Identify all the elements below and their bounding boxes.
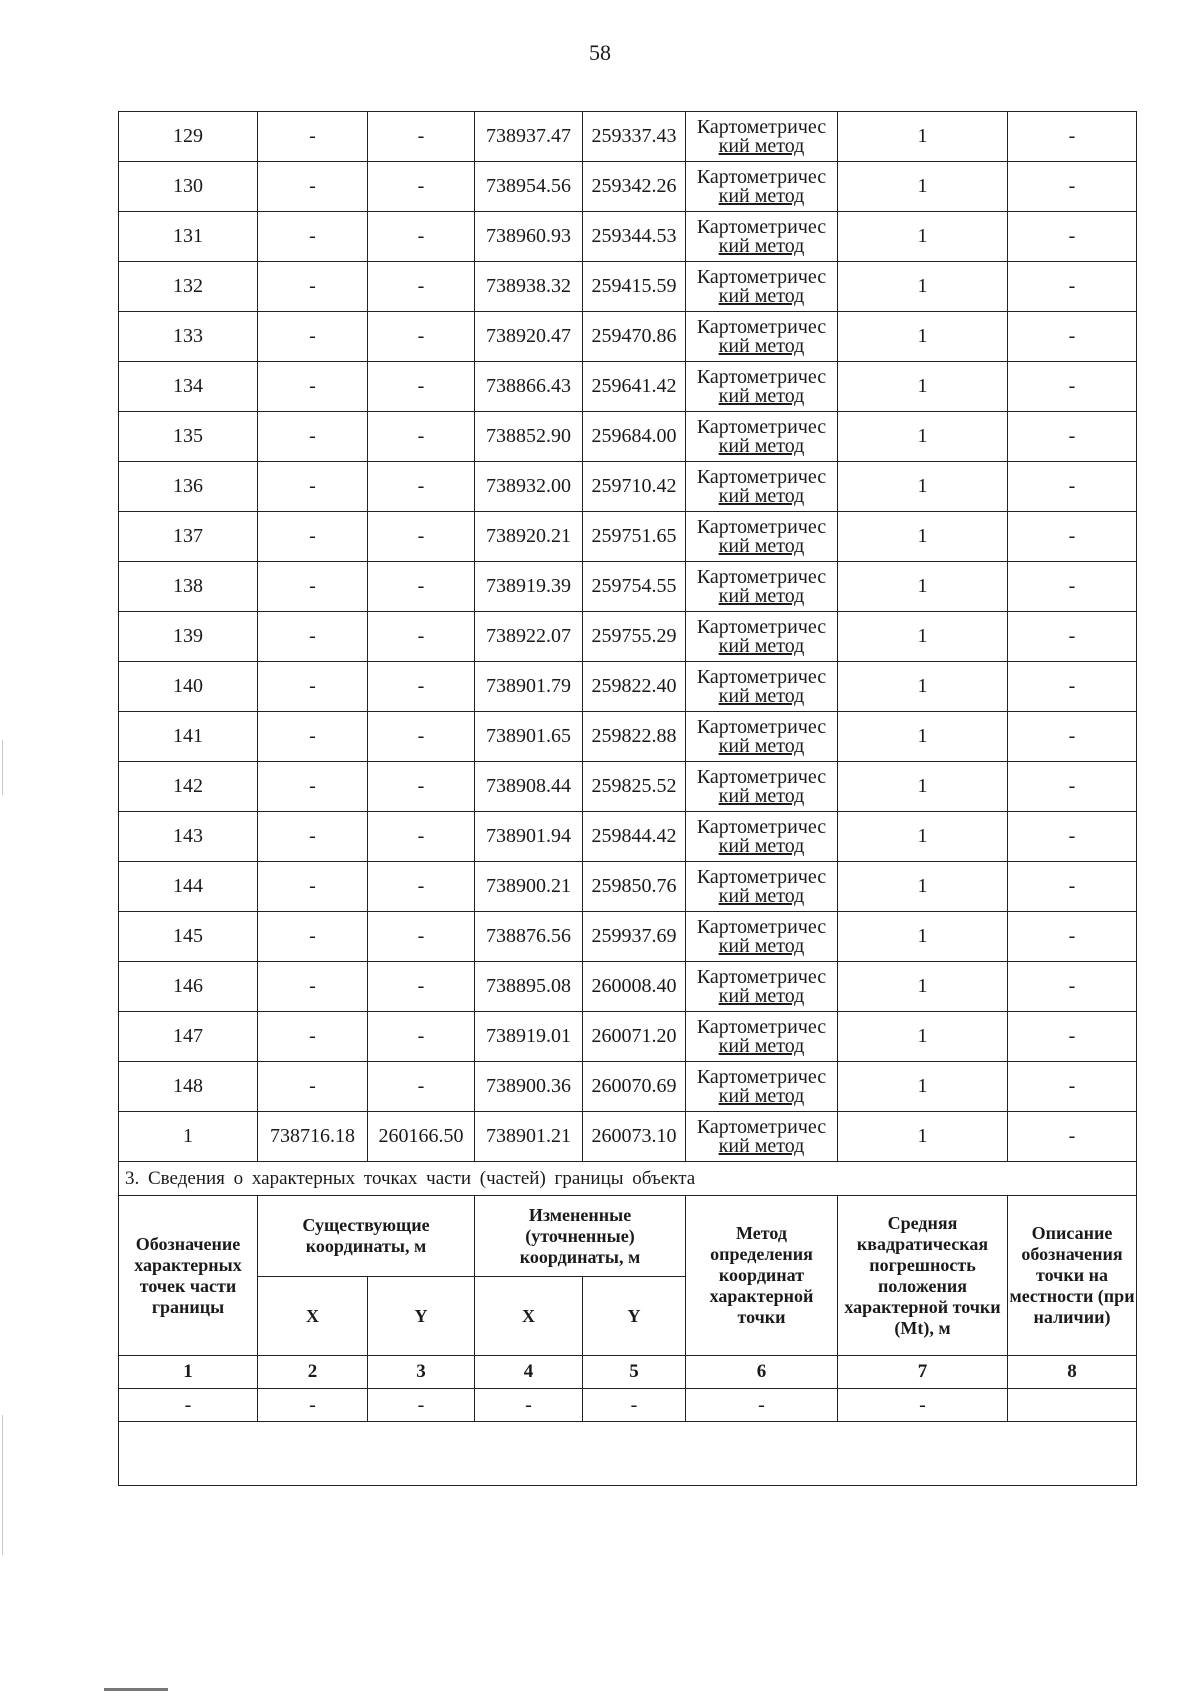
point-number-cell: 141	[119, 712, 258, 762]
existing-x-cell: -	[258, 612, 368, 662]
method-line-1: Картометричес	[696, 715, 827, 738]
changed-x-cell: 738901.21	[475, 1112, 583, 1162]
method-line-1: Картометричес	[696, 1065, 827, 1088]
method-line-2: кий метод	[718, 834, 805, 857]
existing-x-cell: -	[258, 112, 368, 162]
point-number-cell: 142	[119, 762, 258, 812]
point-number-cell: 132	[119, 262, 258, 312]
method-line-2: кий метод	[718, 634, 805, 657]
accuracy-cell: 1	[838, 1012, 1008, 1062]
column-number: 8	[1008, 1356, 1137, 1389]
method-line-1: Картометричес	[696, 365, 827, 388]
method-line-2: кий метод	[718, 584, 805, 607]
section-3-cell: -	[119, 1389, 258, 1422]
header-existing-y: Y	[368, 1277, 475, 1356]
existing-x-cell: -	[258, 312, 368, 362]
method-cell	[686, 562, 838, 612]
table-row	[119, 112, 1137, 162]
existing-y-cell: -	[368, 862, 475, 912]
existing-x-cell: -	[258, 962, 368, 1012]
description-cell: -	[1008, 512, 1137, 562]
existing-y-cell: -	[368, 212, 475, 262]
table-row	[119, 512, 1137, 562]
scan-margin-line	[2, 1415, 3, 1555]
changed-x-cell: 738876.56	[475, 912, 583, 962]
description-cell: -	[1008, 1062, 1137, 1112]
changed-y-cell: 260070.69	[583, 1062, 686, 1112]
method-line-2: кий метод	[718, 1134, 805, 1157]
changed-x-cell: 738937.47	[475, 112, 583, 162]
description-cell: -	[1008, 462, 1137, 512]
existing-x-cell: 738716.18	[258, 1112, 368, 1162]
changed-x-cell: 738960.93	[475, 212, 583, 262]
table-row	[119, 1112, 1137, 1162]
accuracy-cell: 1	[838, 312, 1008, 362]
method-cell	[686, 162, 838, 212]
table-row	[119, 212, 1137, 262]
method-cell	[686, 962, 838, 1012]
point-number-cell: 138	[119, 562, 258, 612]
header-existing-x: X	[258, 1277, 368, 1356]
method-line-2: кий метод	[718, 684, 805, 707]
accuracy-cell: 1	[838, 1062, 1008, 1112]
existing-x-cell: -	[258, 762, 368, 812]
column-numbers-row	[119, 1356, 1137, 1389]
page-number: 58	[589, 40, 611, 65]
changed-x-cell: 738908.44	[475, 762, 583, 812]
table-row	[119, 412, 1137, 462]
header-existing-coordinates: Существующие координаты, м	[258, 1196, 475, 1277]
existing-x-cell: -	[258, 362, 368, 412]
accuracy-cell: 1	[838, 862, 1008, 912]
changed-x-cell: 738866.43	[475, 362, 583, 412]
changed-x-cell: 738938.32	[475, 262, 583, 312]
table-row	[119, 612, 1137, 662]
changed-y-cell: 260071.20	[583, 1012, 686, 1062]
table-row	[119, 962, 1137, 1012]
method-cell	[686, 662, 838, 712]
existing-y-cell: -	[368, 662, 475, 712]
accuracy-cell: 1	[838, 212, 1008, 262]
section-3-cell: -	[258, 1389, 368, 1422]
point-number-cell: 146	[119, 962, 258, 1012]
existing-x-cell: -	[258, 662, 368, 712]
existing-x-cell: -	[258, 862, 368, 912]
table-row	[119, 812, 1137, 862]
method-line-1: Картометричес	[696, 665, 827, 688]
existing-x-cell: -	[258, 1062, 368, 1112]
method-cell	[686, 712, 838, 762]
changed-y-cell: 259470.86	[583, 312, 686, 362]
existing-x-cell: -	[258, 812, 368, 862]
column-number: 6	[686, 1356, 838, 1389]
column-number: 3	[368, 1356, 475, 1389]
description-cell: -	[1008, 1112, 1137, 1162]
section-3-title: 3. Сведения о характерных точках части (частей) границы объекта	[119, 1162, 1137, 1196]
changed-x-cell: 738919.39	[475, 562, 583, 612]
method-line-2: кий метод	[718, 1084, 805, 1107]
changed-y-cell: 259825.52	[583, 762, 686, 812]
method-line-1: Картометричес	[696, 765, 827, 788]
changed-y-cell: 259684.00	[583, 412, 686, 462]
description-cell: -	[1008, 662, 1137, 712]
changed-y-cell: 259937.69	[583, 912, 686, 962]
existing-y-cell: -	[368, 1062, 475, 1112]
method-line-2: кий метод	[718, 184, 805, 207]
existing-y-cell: -	[368, 712, 475, 762]
changed-y-cell: 259850.76	[583, 862, 686, 912]
accuracy-cell: 1	[838, 912, 1008, 962]
accuracy-cell: 1	[838, 512, 1008, 562]
table-row	[119, 1012, 1137, 1062]
method-line-1: Картометричес	[696, 1115, 827, 1138]
point-number-cell: 148	[119, 1062, 258, 1112]
description-cell: -	[1008, 162, 1137, 212]
table-row	[119, 562, 1137, 612]
existing-x-cell: -	[258, 562, 368, 612]
accuracy-cell: 1	[838, 962, 1008, 1012]
point-number-cell: 139	[119, 612, 258, 662]
changed-y-cell: 259751.65	[583, 512, 686, 562]
existing-x-cell: -	[258, 712, 368, 762]
description-cell: -	[1008, 762, 1137, 812]
changed-y-cell: 259822.88	[583, 712, 686, 762]
method-cell	[686, 212, 838, 262]
accuracy-cell: 1	[838, 712, 1008, 762]
accuracy-cell: 1	[838, 112, 1008, 162]
table-row	[119, 312, 1137, 362]
changed-y-cell: 259415.59	[583, 262, 686, 312]
method-line-1: Картометричес	[696, 515, 827, 538]
table-row	[119, 1062, 1137, 1112]
table-row	[119, 362, 1137, 412]
method-line-2: кий метод	[718, 134, 805, 157]
changed-y-cell: 259337.43	[583, 112, 686, 162]
section-3-cell: -	[368, 1389, 475, 1422]
changed-x-cell: 738901.79	[475, 662, 583, 712]
description-cell: -	[1008, 712, 1137, 762]
section-3-cell: -	[475, 1389, 583, 1422]
coordinates-rows	[119, 112, 1137, 1162]
changed-x-cell: 738900.36	[475, 1062, 583, 1112]
changed-y-cell: 260008.40	[583, 962, 686, 1012]
point-number-cell: 145	[119, 912, 258, 962]
method-cell	[686, 262, 838, 312]
existing-x-cell: -	[258, 162, 368, 212]
changed-x-cell: 738922.07	[475, 612, 583, 662]
existing-x-cell: -	[258, 412, 368, 462]
method-cell	[686, 1062, 838, 1112]
point-number-cell: 1	[119, 1112, 258, 1162]
method-line-2: кий метод	[718, 984, 805, 1007]
description-cell: -	[1008, 562, 1137, 612]
existing-y-cell: -	[368, 162, 475, 212]
point-number-cell: 131	[119, 212, 258, 262]
section-3-cell	[1008, 1389, 1137, 1422]
method-line-2: кий метод	[718, 234, 805, 257]
existing-x-cell: -	[258, 1012, 368, 1062]
changed-y-cell: 259710.42	[583, 462, 686, 512]
section-3-cell: -	[583, 1389, 686, 1422]
method-line-1: Картометричес	[696, 265, 827, 288]
description-cell: -	[1008, 962, 1137, 1012]
section-3-empty-row	[119, 1389, 1137, 1422]
method-line-1: Картометричес	[696, 165, 827, 188]
changed-x-cell: 738920.47	[475, 312, 583, 362]
header-accuracy: Средняя квадратическая погрешность положения характерной точки (Mt), м	[838, 1196, 1008, 1356]
changed-y-cell: 259641.42	[583, 362, 686, 412]
scan-margin-line	[2, 740, 3, 795]
existing-y-cell: -	[368, 112, 475, 162]
existing-y-cell: -	[368, 1012, 475, 1062]
point-number-cell: 135	[119, 412, 258, 462]
column-number: 2	[258, 1356, 368, 1389]
changed-x-cell: 738901.65	[475, 712, 583, 762]
point-number-cell: 133	[119, 312, 258, 362]
header-changed-y: Y	[583, 1277, 686, 1356]
point-number-cell: 143	[119, 812, 258, 862]
accuracy-cell: 1	[838, 162, 1008, 212]
method-line-2: кий метод	[718, 934, 805, 957]
existing-y-cell: -	[368, 462, 475, 512]
existing-y-cell: -	[368, 262, 475, 312]
description-cell: -	[1008, 862, 1137, 912]
blank-row	[119, 1422, 1137, 1486]
header-method: Метод определения координат характерной точки	[686, 1196, 838, 1356]
method-line-1: Картометричес	[696, 565, 827, 588]
existing-y-cell: -	[368, 912, 475, 962]
point-number-cell: 147	[119, 1012, 258, 1062]
existing-y-cell: -	[368, 362, 475, 412]
method-line-1: Картометричес	[696, 865, 827, 888]
method-line-1: Картометричес	[696, 215, 827, 238]
existing-x-cell: -	[258, 512, 368, 562]
method-cell	[686, 462, 838, 512]
method-line-2: кий метод	[718, 484, 805, 507]
existing-y-cell: -	[368, 812, 475, 862]
description-cell: -	[1008, 212, 1137, 262]
method-line-2: кий метод	[718, 884, 805, 907]
method-line-2: кий метод	[718, 384, 805, 407]
accuracy-cell: 1	[838, 812, 1008, 862]
accuracy-cell: 1	[838, 462, 1008, 512]
scan-bottom-mark	[104, 1688, 168, 1691]
method-line-1: Картометричес	[696, 465, 827, 488]
existing-y-cell: -	[368, 412, 475, 462]
method-cell	[686, 312, 838, 362]
changed-y-cell: 259844.42	[583, 812, 686, 862]
column-number: 1	[119, 1356, 258, 1389]
point-number-cell: 144	[119, 862, 258, 912]
point-number-cell: 134	[119, 362, 258, 412]
description-cell: -	[1008, 812, 1137, 862]
existing-x-cell: -	[258, 462, 368, 512]
method-line-1: Картометричес	[696, 815, 827, 838]
changed-x-cell: 738932.00	[475, 462, 583, 512]
existing-y-cell: 260166.50	[368, 1112, 475, 1162]
existing-y-cell: -	[368, 962, 475, 1012]
method-cell	[686, 862, 838, 912]
changed-x-cell: 738919.01	[475, 1012, 583, 1062]
accuracy-cell: 1	[838, 612, 1008, 662]
changed-x-cell: 738895.08	[475, 962, 583, 1012]
existing-y-cell: -	[368, 312, 475, 362]
table-row	[119, 262, 1137, 312]
method-line-1: Картометричес	[696, 915, 827, 938]
method-line-1: Картометричес	[696, 315, 827, 338]
method-cell	[686, 362, 838, 412]
method-cell	[686, 1112, 838, 1162]
changed-y-cell: 259344.53	[583, 212, 686, 262]
existing-y-cell: -	[368, 612, 475, 662]
description-cell: -	[1008, 312, 1137, 362]
method-cell	[686, 112, 838, 162]
accuracy-cell: 1	[838, 662, 1008, 712]
point-number-cell: 137	[119, 512, 258, 562]
header-changed-x: X	[475, 1277, 583, 1356]
point-number-cell: 129	[119, 112, 258, 162]
table-row	[119, 762, 1137, 812]
changed-x-cell: 738901.94	[475, 812, 583, 862]
changed-y-cell: 259342.26	[583, 162, 686, 212]
description-cell: -	[1008, 362, 1137, 412]
method-line-2: кий метод	[718, 534, 805, 557]
existing-x-cell: -	[258, 912, 368, 962]
method-line-2: кий метод	[718, 784, 805, 807]
method-cell	[686, 612, 838, 662]
method-cell	[686, 512, 838, 562]
existing-y-cell: -	[368, 512, 475, 562]
method-line-2: кий метод	[718, 284, 805, 307]
accuracy-cell: 1	[838, 412, 1008, 462]
column-number: 4	[475, 1356, 583, 1389]
method-cell	[686, 1012, 838, 1062]
accuracy-cell: 1	[838, 262, 1008, 312]
existing-x-cell: -	[258, 212, 368, 262]
method-line-1: Картометричес	[696, 615, 827, 638]
section-3	[119, 1162, 1137, 1486]
accuracy-cell: 1	[838, 1112, 1008, 1162]
description-cell: -	[1008, 412, 1137, 462]
method-line-1: Картометричес	[696, 115, 827, 138]
description-cell: -	[1008, 1012, 1137, 1062]
point-number-cell: 140	[119, 662, 258, 712]
header-description: Описание обозначения точки на местности (при наличии)	[1008, 1196, 1137, 1356]
method-line-2: кий метод	[718, 434, 805, 457]
section-3-cell: -	[838, 1389, 1008, 1422]
method-cell	[686, 812, 838, 862]
method-cell	[686, 412, 838, 462]
column-number: 7	[838, 1356, 1008, 1389]
changed-x-cell: 738900.21	[475, 862, 583, 912]
table-row	[119, 712, 1137, 762]
existing-x-cell: -	[258, 262, 368, 312]
description-cell: -	[1008, 912, 1137, 962]
changed-y-cell: 259755.29	[583, 612, 686, 662]
point-number-cell: 136	[119, 462, 258, 512]
changed-x-cell: 738954.56	[475, 162, 583, 212]
existing-y-cell: -	[368, 762, 475, 812]
boundary-points-table	[118, 111, 1137, 1486]
changed-x-cell: 738920.21	[475, 512, 583, 562]
table-row	[119, 462, 1137, 512]
table-row	[119, 862, 1137, 912]
header-changed-coordinates: Измененные (уточненные) координаты, м	[475, 1196, 686, 1277]
table-row	[119, 662, 1137, 712]
header-point-designation: Обозначение характерных точек части границы	[119, 1196, 258, 1356]
method-line-2: кий метод	[718, 334, 805, 357]
changed-y-cell: 259822.40	[583, 662, 686, 712]
existing-y-cell: -	[368, 562, 475, 612]
accuracy-cell: 1	[838, 562, 1008, 612]
method-cell	[686, 762, 838, 812]
description-cell: -	[1008, 612, 1137, 662]
accuracy-cell: 1	[838, 362, 1008, 412]
changed-y-cell: 260073.10	[583, 1112, 686, 1162]
section-3-cell: -	[686, 1389, 838, 1422]
blank-cell	[119, 1422, 1137, 1486]
table-row	[119, 912, 1137, 962]
description-cell: -	[1008, 262, 1137, 312]
column-number: 5	[583, 1356, 686, 1389]
method-line-1: Картометричес	[696, 1015, 827, 1038]
method-cell	[686, 912, 838, 962]
point-number-cell: 130	[119, 162, 258, 212]
method-line-2: кий метод	[718, 1034, 805, 1057]
changed-y-cell: 259754.55	[583, 562, 686, 612]
table-row	[119, 162, 1137, 212]
description-cell: -	[1008, 112, 1137, 162]
accuracy-cell: 1	[838, 762, 1008, 812]
changed-x-cell: 738852.90	[475, 412, 583, 462]
method-line-2: кий метод	[718, 734, 805, 757]
method-line-1: Картометричес	[696, 965, 827, 988]
method-line-1: Картометричес	[696, 415, 827, 438]
